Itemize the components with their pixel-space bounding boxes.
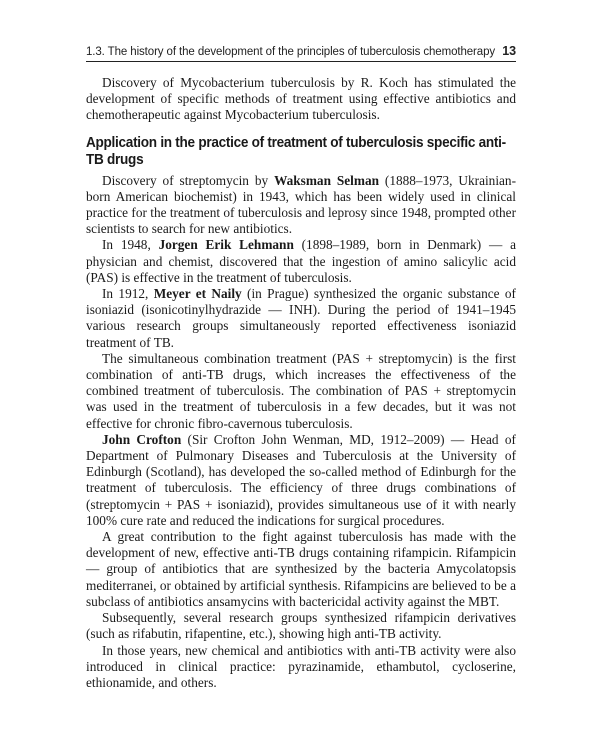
paragraph-crofton xyxy=(86,432,516,529)
paragraph-text: (in Prague) synthesized the organic substance of isoniazid (isonicotinylhydrazide — INH). During the period of 1941–1945 various research groups simultaneously reported effectiveness isoniazid treatment of TB. xyxy=(86,286,516,350)
paragraph-new-drugs: In those years, new chemical and antibiotics with anti-TB activity were also introduced in clinical practice: pyrazinamide, ethambutol, cycloserine, ethionamide, and others. xyxy=(86,642,516,690)
paragraph-rifampicin: A great contribution to the fight against tuberculosis has made with the development of new, effective anti-TB drugs containing rifampicin. Rifampicin — group of antibiotics that are synthesized by the bacteria Amycolatopsis mediterranei, or obtained by artificial synthesis. Rifampicins are believed to be a subclass of antibiotics ansamycins with bactericidal activity against the MBT. xyxy=(86,529,516,609)
person-name: John Crofton xyxy=(102,431,182,447)
paragraph-streptomycin xyxy=(86,173,516,238)
running-header xyxy=(86,44,516,62)
paragraph-text: (1898–1989, born in Denmark) — a physician and chemist, discovered that the ingestion of amino salicylic acid (PAS) is effective in the treatment of tuberculosis. xyxy=(86,237,516,285)
paragraph-isoniazid xyxy=(86,286,516,351)
person-name: Jorgen Erik Lehmann xyxy=(158,237,294,253)
paragraph-lead: Discovery of streptomycin by xyxy=(102,172,275,188)
paragraph-combination-treatment: The simultaneous combination treatment (PAS + streptomycin) is the first combination of anti-TB drugs, which increases the effectiveness of the combined treatment of tuberculosis. The combination of PAS + streptomycin was used in the treatment of tuberculosis in a few decades, but it was not effective for chronic fibro-cavernous tuberculosis. xyxy=(86,350,516,431)
paragraph-lead: In 1912, xyxy=(102,286,154,302)
paragraph-pas xyxy=(86,237,516,286)
paragraph-lead: In 1948, xyxy=(102,237,159,253)
person-name: Waksman Selman xyxy=(274,172,379,188)
page-body xyxy=(86,75,516,691)
page-number: 13 xyxy=(502,44,516,58)
person-name: Meyer et Naily xyxy=(153,286,242,302)
running-header-title: 1.3. The history of the development of the principles of tuberculosis chemotherapy xyxy=(86,46,496,58)
paragraph-text: (1888–1973, Ukrainian-born American biochemist) in 1943, which has been widely used in clinical practice for the treatment of tuberculosis and leprosy since 1948, prompted other scientists to search for new antibiotics. xyxy=(86,172,516,237)
intro-paragraph: Discovery of Mycobacterium tuberculosis by R. Koch has stimulated the development of specific methods of treatment using effective antibiotics and chemotherapeutic against Mycobacterium tuberculosis. xyxy=(86,75,516,123)
paragraph-derivatives: Subsequently, several research groups synthesized rifampicin derivatives (such as rifabutin, rifapentine, etc.), showing high anti-TB activity. xyxy=(86,610,516,642)
book-page xyxy=(86,44,516,691)
section-heading: Application in the practice of treatment of tuberculosis specific anti-TB drugs xyxy=(86,134,506,169)
paragraph-text: (Sir Crofton John Wenman, MD, 1912–2009) — Head of Department of Pulmonary Diseases and Tuberculosis at the University of Edinburgh (Scotland), has developed the so-called method of Edinburgh for the treatment of tuberculosis. The efficiency of three drugs combinations of (streptomycin + PAS + isoniazid), provides simultaneous use of it with nearly 100% cure rate and reduced the indications for surgical procedures. xyxy=(86,431,516,528)
